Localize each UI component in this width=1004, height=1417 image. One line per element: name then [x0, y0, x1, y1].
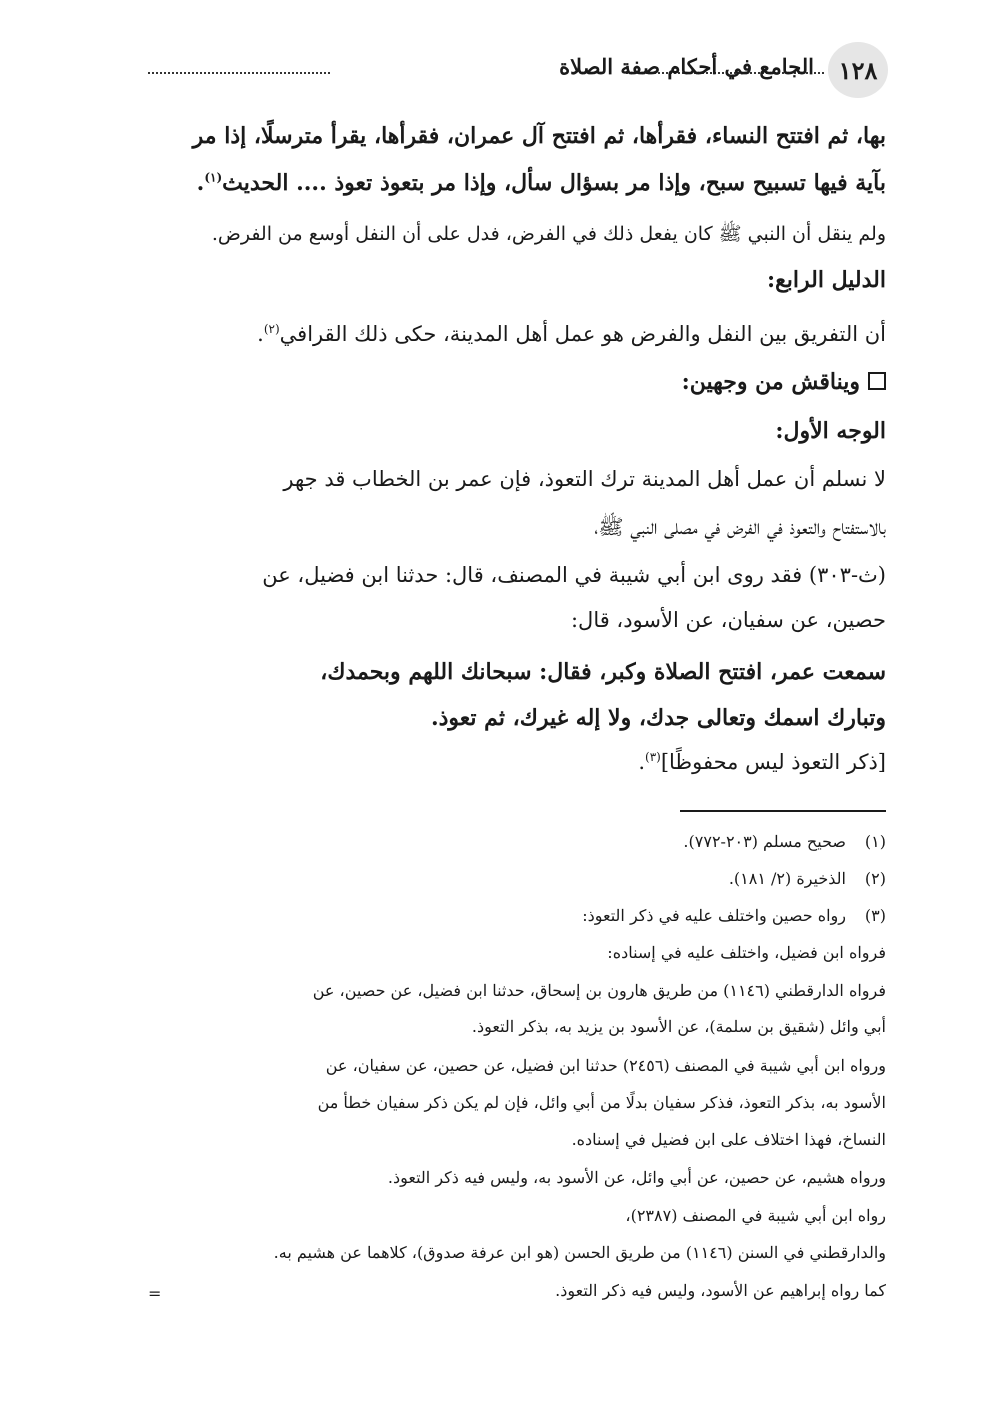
footnote-separator [680, 810, 886, 812]
body-line-1: بها، ثم افتتح النساء، فقرأها، ثم افتتح آل عمران، فقرأها، يقرأ مترسلًا، إذا مر [192, 123, 886, 149]
body-line-9: بالاستفتاح والتعوذ في الفرض في مصلى النبي ﷺ، [594, 515, 886, 539]
footnote-3-line-5: ورواه ابن أبي شيبة في المصنف (٢٤٥٦) حدثنا ابن فضيل، عن حصين، عن سفيان، عن [325, 1056, 886, 1075]
footnote-2 [729, 869, 886, 888]
footnote-3-line-2: فرواه ابن فضيل، واختلف عليه في إسناده: [607, 943, 886, 962]
body-line-3: ولم ينقل أن النبي ﷺ كان يفعل ذلك في الفرض، فدل على أن النفل أوسع من الفرض. [211, 223, 886, 245]
footnote-1 [683, 832, 886, 851]
section-heading-evidence-4: الدليل الرابع: [766, 267, 886, 293]
body-line-8: لا نسلم أن عمل أهل المدينة ترك التعوذ، فإن عمر بن الخطاب قد جهر [283, 467, 886, 491]
footnote-3-line-3: فرواه الدارقطني (١١٤٦) من طريق هارون بن إسحاق، حدثنا ابن فضيل، عن حصين، عن [312, 981, 886, 1000]
subheading-discussion [682, 369, 886, 395]
footnote-3-line-10: والدارقطني في السنن (١١٤٦) من طريق الحسن (هو ابن عرفة صدوق)، كلاهما عن هشيم به. [273, 1243, 886, 1262]
footnote-3-line-4: أبي وائل (شقيق بن سلمة)، عن الأسود بن يزيد به، بذكر التعوذ. [471, 1017, 886, 1036]
footnote-1-number: (١) [864, 832, 886, 851]
footnote-3-line-7: النساخ، فهذا اختلاف على ابن فضيل في إسناده. [571, 1130, 886, 1149]
body-line-2-text: بآية فيها تسبيح سبح، وإذا مر بسؤال سأل، وإذا مر بتعوذ تعوذ .... الحديث [222, 170, 886, 196]
checkbox-square-icon [868, 372, 886, 390]
body-line-5-end: . [257, 322, 264, 346]
footnote-3-number: (٣) [864, 906, 886, 925]
footnote-3-line-6: الأسود به، بذكر التعوذ، فذكر سفيان بدلًا من أبي وائل، فإن لم يكن ذكر سفيان خطأ من [317, 1093, 886, 1112]
body-line-10: (ث-٣٠٣) فقد روى ابن أبي شيبة في المصنف، قال: حدثنا ابن فضيل، عن [262, 563, 886, 587]
footnote-1-text: صحيح مسلم (٢٠٣-٧٧٢). [683, 832, 846, 851]
running-title: الجامع في أحكام صفة الصلاة [559, 54, 814, 79]
hadith-line-2: وتبارك اسمك وتعالى جدك، ولا إله غيرك، ثم تعوذ. [430, 705, 886, 731]
footnote-2-text: الذخيرة (٢/ ١٨١). [728, 869, 846, 888]
header-dots-left [148, 72, 330, 74]
footnote-3-line-8: ورواه هشيم، عن حصين، عن أبي وائل، عن الأسود به، وليس فيه ذكر التعوذ. [387, 1168, 886, 1187]
footnote-ref-1: (١) [204, 170, 223, 185]
hadith-line-1: سمعت عمر، افتتح الصلاة وكبر، فقال: سبحانك اللهم وبحمدك، [320, 659, 886, 685]
body-line-5-text: أن التفريق بين النفل والفرض هو عمل أهل المدينة، حكى ذلك القرافي [279, 322, 886, 346]
footnote-ref-2: (٢) [263, 322, 280, 336]
subheading-discussion-text: ويناقش من وجهين: [681, 369, 860, 395]
page-number-badge [828, 42, 888, 98]
subheading-first-aspect: الوجه الأول: [775, 418, 886, 444]
body-line-14-end: . [638, 750, 646, 774]
body-line-5 [257, 322, 886, 346]
body-line-2 [197, 170, 886, 196]
footnote-3-text: رواه حصين واختلف عليه في ذكر التعوذ: [582, 906, 846, 925]
body-line-14-text: [ذكر التعوذ ليس محفوظًا] [660, 750, 886, 774]
footnote-ref-3: (٣) [645, 750, 661, 764]
footnote-3-line-11: كما رواه إبراهيم عن الأسود، وليس فيه ذكر التعوذ. [555, 1281, 886, 1300]
continuation-mark: = [148, 1284, 162, 1303]
footnote-3-line-9: رواه ابن أبي شيبة في المصنف (٢٣٨٧)، [625, 1206, 886, 1225]
body-line-2-end: . [196, 170, 205, 196]
footnote-2-number: (٢) [864, 869, 886, 888]
page-number: ١٢٨ [838, 55, 878, 85]
footnote-3 [582, 906, 886, 925]
body-line-14 [638, 750, 886, 774]
body-line-11: حصين، عن سفيان، عن الأسود، قال: [570, 608, 886, 632]
